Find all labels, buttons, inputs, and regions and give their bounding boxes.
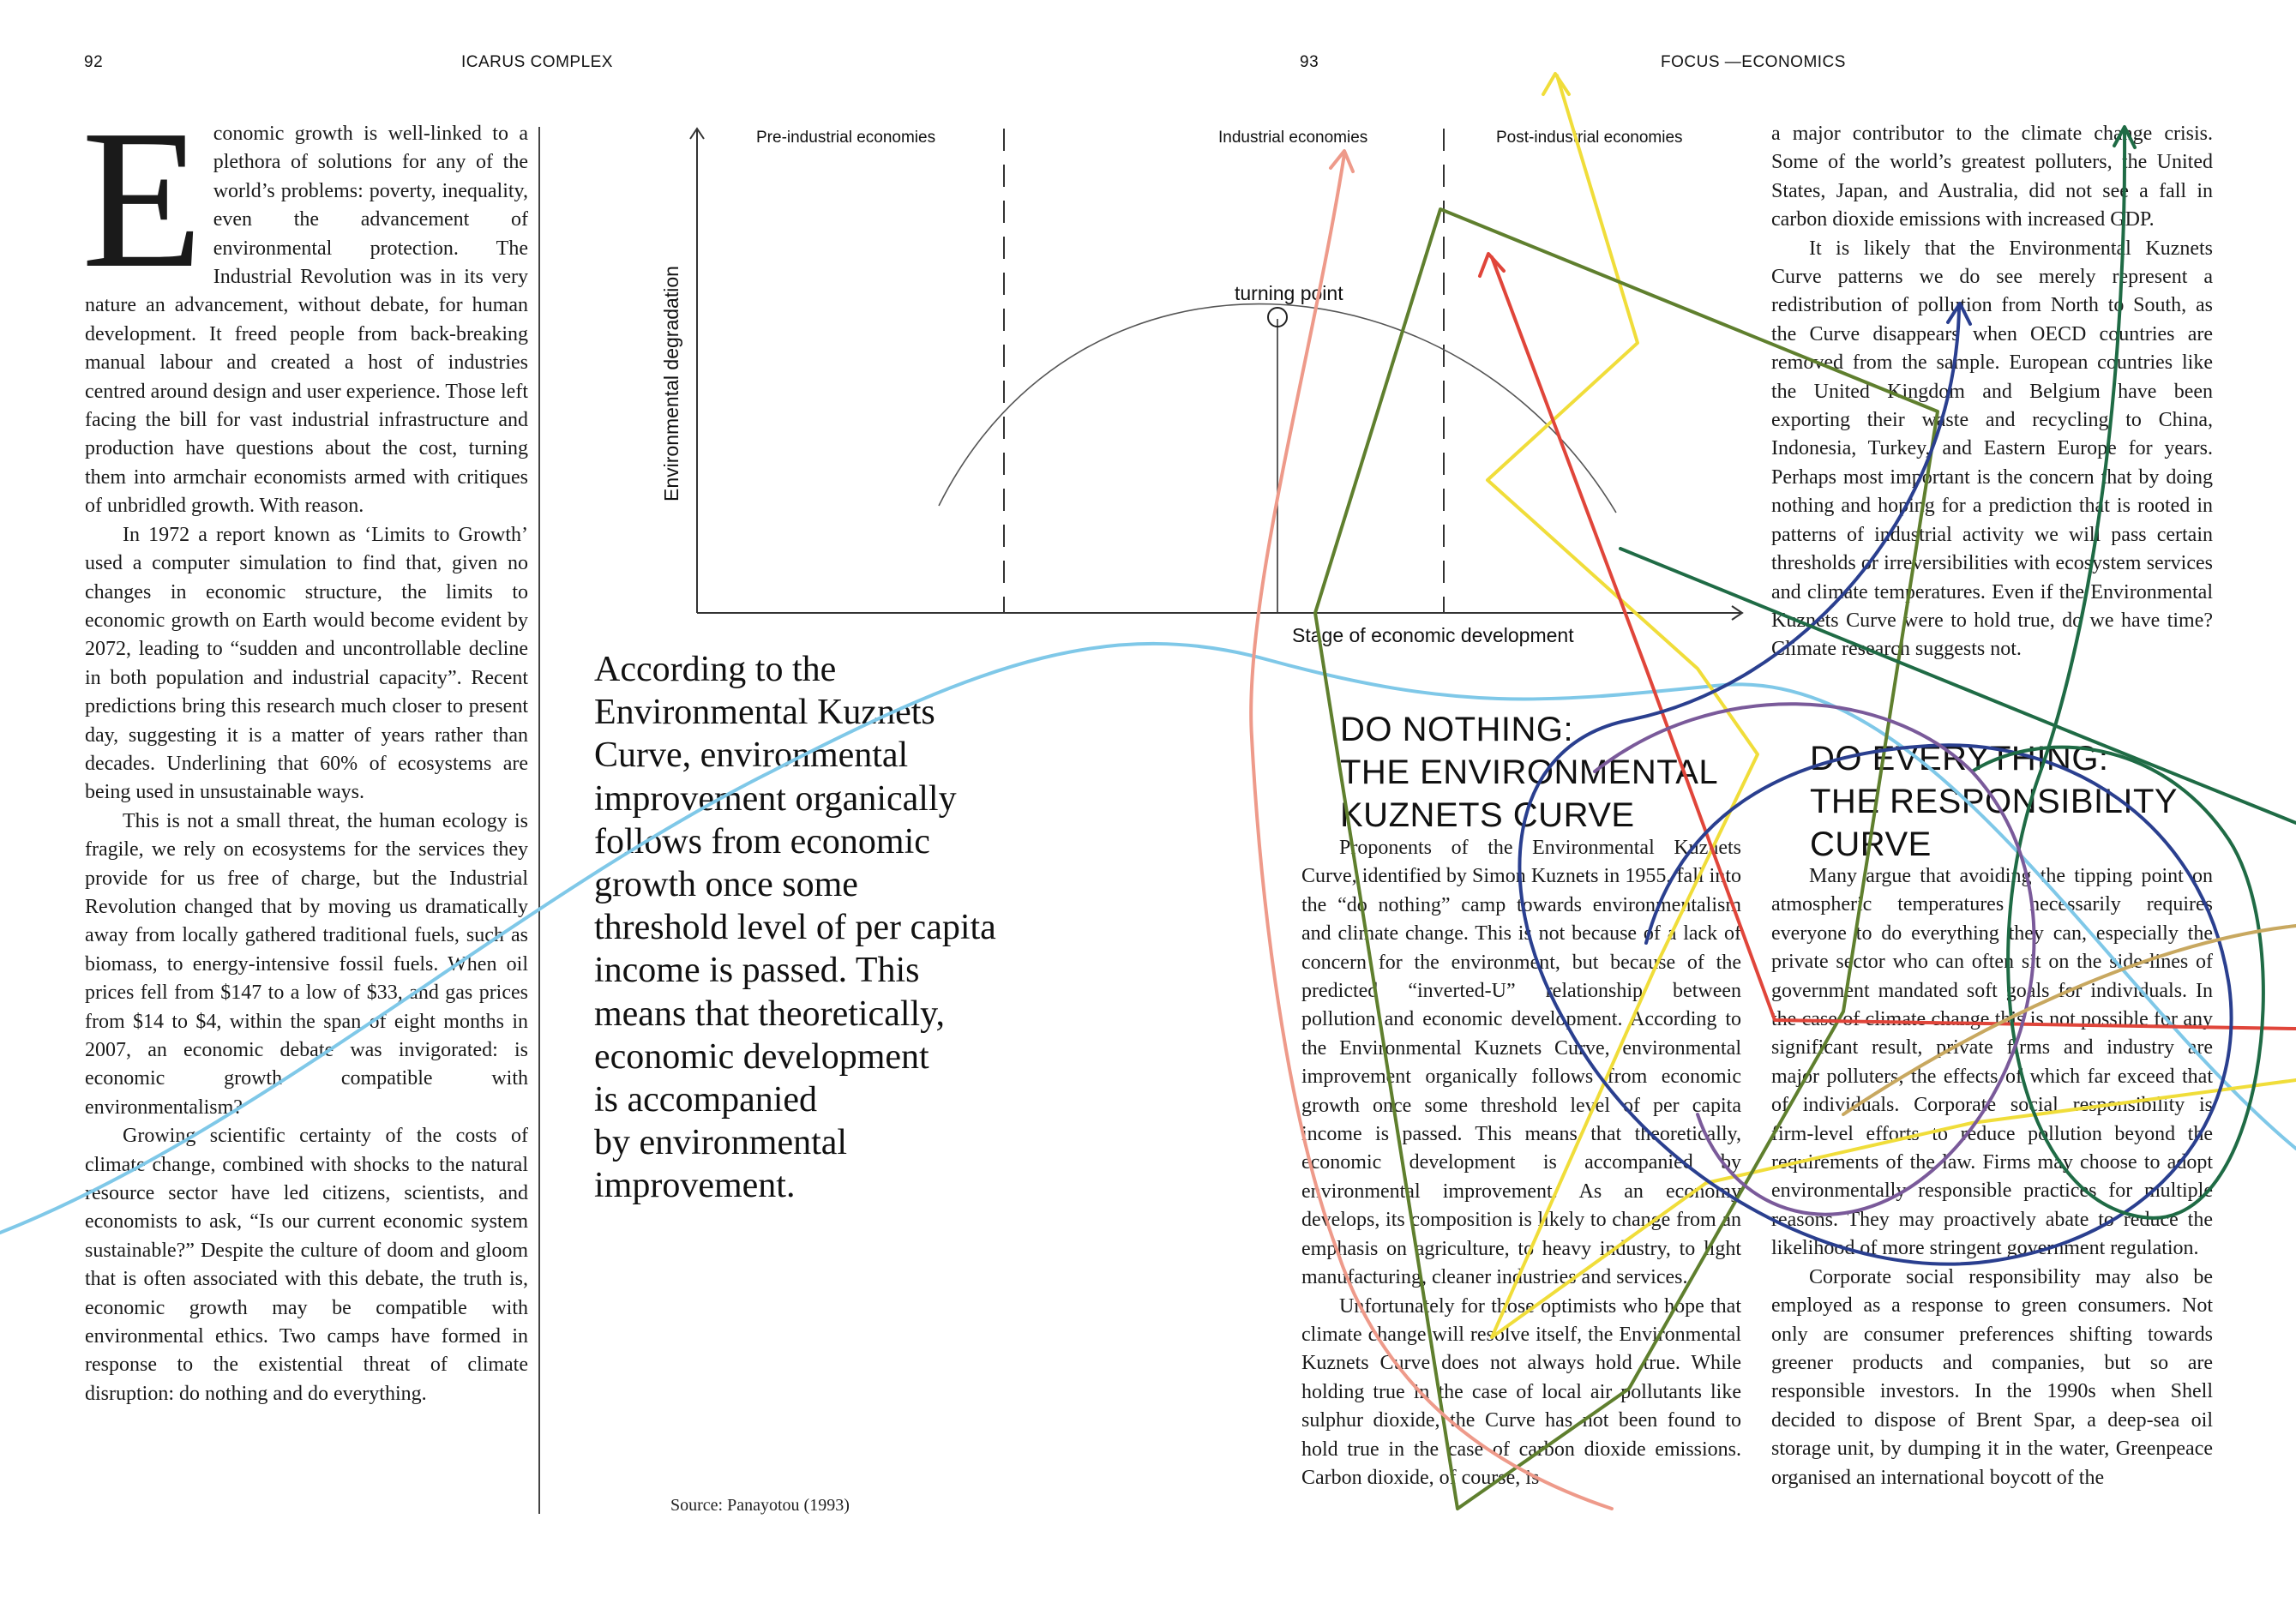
drop-cap: E	[81, 89, 203, 309]
region-label-industrial: Industrial economies	[1218, 129, 1368, 147]
right-running-head: FOCUS —ECONOMICS	[1661, 53, 1846, 71]
right-article-column-bottom	[1771, 862, 2213, 1492]
chart-source: Source: Panayotou (1993)	[670, 1496, 850, 1515]
left-page-number: 92	[84, 53, 104, 71]
left-paragraph-3: This is not a small threat, the human ecology is fragile, we rely on ecosystems for the services they provide for us free of charge, but the Industrial Revolution changed that by moving us dramatically away from locally gathered traditional fuels, such as biomass, to energy-intensive fossil fuels. When oil prices fell from $147 to a low of $33, and gas prices from $14 to $4, within the span of eight months in 2007, an economic debate was invigorated: is economic growth compatible with environmentalism?	[85, 809, 528, 1119]
right-page-number: 93	[1300, 53, 1319, 71]
left-paragraph-4: Growing scientific certainty of the costs of climate change, combined with shocks to the natural resource sector have led citizens, scientists, and economists to ask, “Is our current economic system sustainable?” Despite the culture of doom and gloom that is often associated with this debate, the truth is, economic growth may be compatible with environmental ethics. Two camps have formed in response to the existential threat of climate disruption: do nothing and do everything.	[85, 1125, 528, 1405]
right-paragraph-2: It is likely that the Environmental Kuznets Curve patterns we do see merely represent a redistribution of pollution from North to South, as the Curve disappears when OECD countries are removed from the sample. European countries like the United Kingdom and Belgium have been exporting their waste and recycling to China, Indonesia, Turkey, and Eastern Europe for years. Perhaps most important is the concern that by doing nothing and hoping for a prediction that is rooted in patterns of industrial activity we will pass certain thresholds or irreversibilities with ecosystem services and climate temperatures. Even if the Environmental Kuznets Curve were to hold true, do we have time? Climate research suggests not.	[1771, 237, 2213, 661]
left-paragraph-1: Economic growth is well-linked to a plethora of solutions for any of the world’s problems: poverty, inequality, even the advancement of environmental protection. The Industrial Revolution was in its very nature an advancement, without debate, for human development. It freed people from back-breaking manual labour and created a host of industries centred around design and user experience. Those left facing the bill for vast industrial infrastructure and production have questions about the cost, turning them into armchair economists armed with critiques of unbridled growth. With reason.	[81, 89, 528, 518]
middle-paragraph-2: Unfortunately for those optimists who hope that climate change will resolve itself, the Environmental Kuznets Curve does not always hold true. While holding true in the case of local air pollutants like sulphur dioxide, the Curve has not been found to hold true in the case of carbon dioxide emissions. Carbon dioxide, of course, is	[1301, 1294, 1741, 1489]
do-everything-heading: DO EVERYTHING: THE RESPONSIBILITY CURVE	[1810, 740, 2179, 863]
right-paragraph-4: Corporate social responsibility may also be employed as a response to green consumers. Not only are consumer preferences shifting towards greener products and companies, but so are responsible investors. In the 1990s when Shell decided to dispose of Brent Spar, a deep-sea oil storage unit, by dumping it in the water, Greenpeace organised an international boycott of the	[1771, 1265, 2213, 1489]
left-running-head: ICARUS COMPLEX	[461, 53, 613, 71]
middle-paragraph-1: Proponents of the Environmental Kuznets Curve, identified by Simon Kuznets in 1955, fall into the “do nothing” camp towards environmentalism and climate change. This is not because of a lack of concern for the environment, but because of the predicted “inverted-U” relationship between pollution and economic development. According to the Environmental Kuznets Curve, environmental improvement organically follows from economic growth once some threshold level of per capita income is passed. This means that theoretically, economic development is accompanied by environmental improvement. As an economy develops, its composition is likely to change from an emphasis on agriculture, to heavy industry, to light manufacturing, cleaner industries and services.	[1301, 837, 1741, 1289]
x-axis-label: Stage of economic development	[1292, 624, 1574, 646]
do-nothing-heading: DO NOTHING: THE ENVIRONMENTAL KUZNETS CURVE	[1340, 711, 1719, 834]
right-paragraph-1: a major contributor to the climate change crisis. Some of the world’s greatest polluters, the United States, Japan, and Australia, did not see a fall in carbon dioxide emissions with increased GDP.	[1771, 123, 2213, 231]
region-label-pre-industrial: Pre-industrial economies	[756, 129, 936, 147]
region-label-post-industrial: Post-industrial economies	[1496, 129, 1683, 147]
y-axis-label: Environmental degradation	[660, 266, 682, 501]
turning-point-label: turning point	[1235, 282, 1343, 304]
left-paragraph-2: In 1972 a report known as ‘Limits to Growth’ used a computer simulation to find that, given no changes in economic structure, the limits to economic growth on Earth would become evident by 2072, leading to “sudden and uncontrollable decline in both population and industrial capacity”. Recent predictions bring this research much closer to present day, suggesting it is a matter of years rather than decades. Underlining that 60% of ecosystems are being used in unsustainable ways.	[85, 523, 528, 804]
pull-quote: According to the Environmental Kuznets Curve, environmental improvement organically follows from economic growth once some threshold level of per capita income is passed. This means that theoretically, economic development is accompanied by environmental improvement.	[594, 650, 996, 1206]
right-paragraph-3: Many argue that avoiding the tipping point on atmospheric temperatures necessarily requires everyone to do everything they can, especially the private sector who can often sit on the side-lines of government mandated soft goals for individuals. In the case of climate change this is not possible for any significant result, private firms and industry are major polluters, the effects of which far exceed that of individuals. Corporate social responsibility is firm-level efforts to reduce pollution beyond the requirements of the law. Firms may choose to adopt environmentally responsible practices for multiple reasons. They may proactively abate to reduce the likelihood of more stringent government regulation.	[1771, 865, 2213, 1260]
right-article-column-top	[1771, 120, 2213, 664]
middle-article-column	[1301, 834, 1741, 1492]
